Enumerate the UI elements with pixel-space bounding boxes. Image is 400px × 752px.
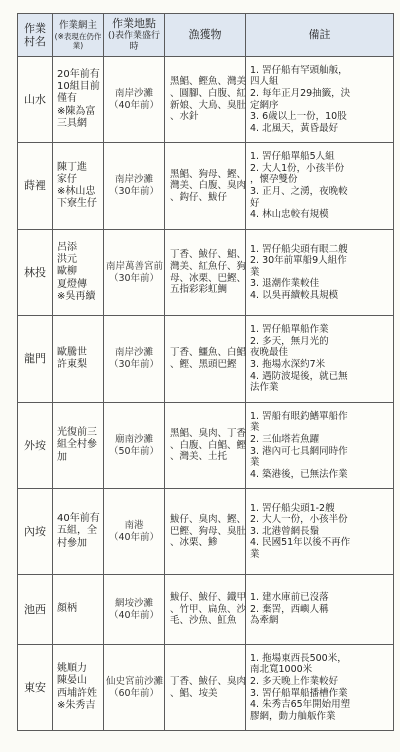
catch-line: 五指彩彩虹鯛 bbox=[170, 284, 228, 296]
catch-line: 、鯧、垵美 bbox=[170, 687, 218, 699]
village-name-cell bbox=[18, 489, 53, 575]
owner-line: 組全村參 bbox=[57, 439, 97, 451]
owner-line: 三具網 bbox=[57, 117, 87, 129]
note-line: 2. 每年正月29抽籤，決 bbox=[250, 87, 351, 99]
place-line: （40年前） bbox=[108, 99, 160, 111]
village-name: 外垵 bbox=[24, 438, 46, 452]
header-owner-note: (※表現在仍作業) bbox=[54, 32, 102, 51]
catch-cell bbox=[165, 143, 246, 230]
note-line: 3. 拖場水深約7米 bbox=[250, 359, 326, 370]
note-line: 2. 大人一份，小孩半份 bbox=[250, 514, 348, 526]
owner-line: 40年前有 bbox=[57, 513, 100, 525]
catch-cell bbox=[165, 57, 246, 143]
table-row bbox=[18, 230, 394, 316]
owner-line: 20年前有 bbox=[57, 69, 100, 81]
catch-line: 、圓腳、白腹、紅 bbox=[170, 87, 247, 99]
catch-line: 毛、沙魚、魟魚 bbox=[170, 615, 237, 627]
header-place bbox=[104, 14, 165, 57]
header-place-line: 作業地點 bbox=[112, 17, 156, 31]
catch-line: 母、冰栗、巴鰹、 bbox=[170, 272, 247, 284]
place-cell bbox=[104, 316, 165, 403]
owner-cell bbox=[53, 230, 104, 316]
owner-line: 姚順力 bbox=[57, 663, 87, 675]
catch-line: 黑鯧、鰹魚、灣美 bbox=[170, 76, 247, 88]
catch-line: 丁香、鮁仔、臭肉 bbox=[170, 675, 247, 687]
catch-cell bbox=[165, 316, 246, 403]
note-line: 2. 30年前單船9人組作 bbox=[250, 255, 347, 267]
note-line: 2. 多天晚上作業較好 bbox=[250, 675, 339, 687]
owner-cell bbox=[53, 645, 104, 731]
note-line: 4. 築港後，已無法作業 bbox=[250, 468, 348, 480]
note-line: 3. 港內可七具網同時作 bbox=[250, 445, 348, 457]
note-line: 法作業 bbox=[250, 382, 279, 394]
note-cell bbox=[246, 230, 394, 316]
note-cell bbox=[246, 645, 394, 731]
owner-cell bbox=[53, 316, 104, 403]
owner-line: 顏柄 bbox=[57, 603, 77, 615]
catch-line: 、白腹、白鯧、鰹 bbox=[170, 439, 247, 451]
place-line: （40年前） bbox=[108, 609, 160, 621]
catch-line: 灣美、紅魚仔、狗 bbox=[170, 260, 247, 272]
village-name: 蒔裡 bbox=[24, 179, 46, 193]
header-village bbox=[18, 14, 53, 57]
note-line: 1. 罟仔船單船5人組 bbox=[250, 151, 335, 163]
owner-line: 僅有 bbox=[57, 93, 77, 105]
header-owner-line: 作業網主 bbox=[58, 19, 97, 31]
village-name: 內垵 bbox=[24, 524, 46, 538]
place-cell bbox=[104, 403, 165, 489]
owner-line: 呂添 bbox=[57, 242, 77, 254]
header-note bbox=[246, 14, 394, 57]
note-line: 膠網，動力舢舨作業 bbox=[250, 710, 336, 722]
catch-line: 巴鰹、狗母、臭肚 bbox=[170, 525, 247, 537]
table-row bbox=[18, 57, 394, 143]
owner-line: 下寮生仔 bbox=[57, 198, 97, 210]
owner-line: ※朱秀吉 bbox=[57, 699, 96, 711]
owner-line: 10組目前 bbox=[57, 81, 100, 93]
note-line: 1. 罟仔船有罕頭舢舨， bbox=[250, 64, 348, 76]
village-name-cell bbox=[18, 645, 53, 731]
note-line: 4. 民國51年以後不再作 bbox=[250, 537, 351, 549]
place-line: 廟南沙灘 bbox=[114, 433, 153, 445]
owner-cell bbox=[53, 57, 104, 143]
place-line: （60年前） bbox=[108, 687, 160, 699]
note-line: 2. 棄罟，西嶼人稱 bbox=[250, 603, 329, 615]
note-line: 好 bbox=[250, 197, 260, 209]
owner-line: ※吳再續 bbox=[57, 290, 96, 302]
note-line: ，懷孕雙份 bbox=[250, 174, 298, 186]
village-name-cell bbox=[18, 57, 53, 143]
note-line: 定網序 bbox=[250, 99, 279, 111]
village-name: 龍門 bbox=[24, 352, 46, 366]
owner-line: 村參加 bbox=[57, 537, 87, 549]
catch-cell bbox=[165, 575, 246, 645]
note-line: 3. 罟仔船單船播槽作業 bbox=[250, 687, 348, 699]
village-name-cell bbox=[18, 575, 53, 645]
catch-line: 新娘、大鳥、臭肚 bbox=[170, 99, 247, 111]
place-line: （30年前） bbox=[108, 359, 160, 370]
note-line: 4. 朱秀吉65年開始用塑 bbox=[250, 699, 351, 711]
header-village-line: 村名 bbox=[24, 35, 46, 48]
village-name-cell bbox=[18, 230, 53, 316]
header-catch bbox=[165, 14, 246, 57]
owner-line: 西埔許姓 bbox=[57, 687, 97, 699]
note-line: 南北寬1000米 bbox=[250, 664, 313, 676]
header-note-line: 備註 bbox=[308, 28, 331, 42]
header-village-line: 作業 bbox=[24, 21, 46, 35]
note-cell bbox=[246, 143, 394, 230]
place-line: 南岸沙灘 bbox=[114, 347, 153, 359]
catch-cell bbox=[165, 403, 246, 489]
owner-line: 加 bbox=[57, 451, 67, 463]
place-line: （30年前） bbox=[108, 272, 160, 284]
place-line: 南港 bbox=[124, 519, 144, 531]
owner-cell bbox=[53, 403, 104, 489]
note-line: 4. 遇防波堤後，就已無 bbox=[250, 370, 348, 382]
note-cell bbox=[246, 575, 394, 645]
owner-line: 歐騰世 bbox=[57, 346, 87, 358]
note-cell bbox=[246, 403, 394, 489]
place-cell bbox=[104, 143, 165, 230]
note-line: 3. 正月、之湧，夜晚較 bbox=[250, 186, 348, 197]
note-line: 業 bbox=[250, 457, 260, 469]
table-row bbox=[18, 575, 394, 645]
note-line: 3. 6歲以上一份，10股 bbox=[250, 111, 347, 123]
place-line: （40年前） bbox=[108, 531, 160, 543]
note-line: 夜晚最佳 bbox=[250, 347, 289, 359]
catch-line: 、鰹、黑頭巴鰹 bbox=[170, 359, 237, 370]
village-name: 林投 bbox=[24, 265, 46, 279]
note-cell bbox=[246, 489, 394, 575]
place-line: （30年前） bbox=[108, 186, 160, 197]
note-line: 4. 北風天，黃昏最好 bbox=[250, 122, 339, 134]
note-line: 2. 多天，無月光的 bbox=[250, 335, 329, 347]
owner-cell bbox=[53, 489, 104, 575]
table-row bbox=[18, 403, 394, 489]
note-line: 4. 以吳再續較具規模 bbox=[250, 289, 339, 301]
note-line: 1. 建水庫前已沒落 bbox=[250, 592, 329, 604]
place-line: （50年前） bbox=[108, 445, 160, 457]
note-line: 業 bbox=[250, 422, 260, 434]
fishing-table bbox=[17, 13, 394, 731]
catch-line: 丁香、鮁仔、鯧、 bbox=[170, 249, 247, 261]
note-cell bbox=[246, 316, 394, 403]
owner-line: 五組，全 bbox=[57, 525, 97, 537]
catch-line: 鮁仔、鮁仔、鐵甲 bbox=[170, 592, 247, 604]
village-name: 東安 bbox=[24, 680, 46, 694]
catch-cell bbox=[165, 230, 246, 316]
catch-line: 、竹甲、扁魚、沙 bbox=[170, 603, 247, 615]
note-line: 4. 林山忠較有規模 bbox=[250, 209, 329, 221]
table-row bbox=[18, 316, 394, 403]
place-cell bbox=[104, 230, 165, 316]
owner-line: 陳丁進 bbox=[57, 161, 87, 173]
table-body bbox=[18, 57, 394, 731]
village-name-cell bbox=[18, 403, 53, 489]
header-catch-line: 漁獲物 bbox=[188, 28, 222, 42]
note-line: 1. 罟仔船單船作業 bbox=[250, 324, 329, 336]
note-line: 業 bbox=[250, 548, 260, 560]
note-cell bbox=[246, 57, 394, 143]
village-name-cell bbox=[18, 316, 53, 403]
village-name: 山水 bbox=[24, 92, 46, 106]
header-place-line: ()表作業盛行時 bbox=[107, 30, 161, 52]
owner-line: 歐柳 bbox=[57, 266, 77, 278]
catch-cell bbox=[165, 489, 246, 575]
place-line: 南岸沙灘 bbox=[114, 174, 153, 186]
note-line: 1. 罟仔船尖頭1-2艘 bbox=[250, 502, 335, 514]
owner-line: 夏燈傳 bbox=[57, 278, 87, 290]
place-line: 網垵沙灘 bbox=[114, 597, 153, 609]
note-line: 2. 大人1份，小孩半份 bbox=[250, 162, 345, 174]
table-row bbox=[18, 143, 394, 230]
note-line: 3. 退潮作業較佳 bbox=[250, 278, 320, 290]
note-line: 業 bbox=[250, 266, 260, 278]
village-name: 池西 bbox=[24, 602, 46, 616]
place-cell bbox=[104, 645, 165, 731]
village-name-cell bbox=[18, 143, 53, 230]
catch-line: 黑鯧、狗母、鰹、 bbox=[170, 168, 247, 180]
place-line: 南岸沙灘 bbox=[114, 87, 153, 99]
note-line: 四人組 bbox=[250, 76, 279, 88]
table-row bbox=[18, 489, 394, 575]
catch-line: 、水針 bbox=[170, 111, 199, 123]
owner-line: ※林山忠 bbox=[57, 186, 96, 197]
note-line: 3. 北港曾網長鬚 bbox=[250, 525, 320, 537]
catch-line: 、冰栗、鯵 bbox=[170, 537, 218, 549]
owner-line: ※陳為富 bbox=[57, 105, 96, 117]
place-cell bbox=[104, 489, 165, 575]
catch-line: 、灣美、土托 bbox=[170, 451, 228, 463]
catch-cell bbox=[165, 645, 246, 731]
catch-line: 灣美、白腹、臭肉 bbox=[170, 180, 247, 192]
place-cell bbox=[104, 575, 165, 645]
owner-cell bbox=[53, 143, 104, 230]
place-cell bbox=[104, 57, 165, 143]
owner-line: 光復前三 bbox=[57, 427, 97, 439]
owner-cell bbox=[53, 575, 104, 645]
catch-line: 、鈎仔、鮁仔 bbox=[170, 191, 228, 203]
table-row bbox=[18, 645, 394, 731]
owner-line: 許東梨 bbox=[57, 359, 87, 370]
owner-line: 陳晏山 bbox=[57, 675, 87, 687]
place-line: 仙史宮前沙灘 bbox=[106, 675, 164, 687]
note-line: 為牽網 bbox=[250, 615, 279, 627]
owner-line: 家仔 bbox=[57, 173, 77, 185]
note-line: 2. 三仙塔若魚躍 bbox=[250, 433, 320, 445]
note-line: 1. 拖場東西長500米， bbox=[250, 652, 347, 664]
catch-line: 丁香、鱷魚、白鯧 bbox=[170, 347, 247, 359]
owner-line: 洪元 bbox=[57, 254, 77, 266]
catch-line: 黑鯧、臭肉、丁香 bbox=[170, 428, 247, 440]
header-row bbox=[18, 14, 394, 57]
place-line: 南岸萬善宮前 bbox=[106, 260, 164, 272]
catch-line: 鮁仔、臭肉、鰹、 bbox=[170, 514, 247, 526]
note-line: 1. 罟船有眼釣鰭單船作 bbox=[250, 410, 348, 422]
note-line: 1. 罟仔船尖頭有眼二艘 bbox=[250, 243, 348, 255]
header-owner bbox=[53, 14, 104, 57]
